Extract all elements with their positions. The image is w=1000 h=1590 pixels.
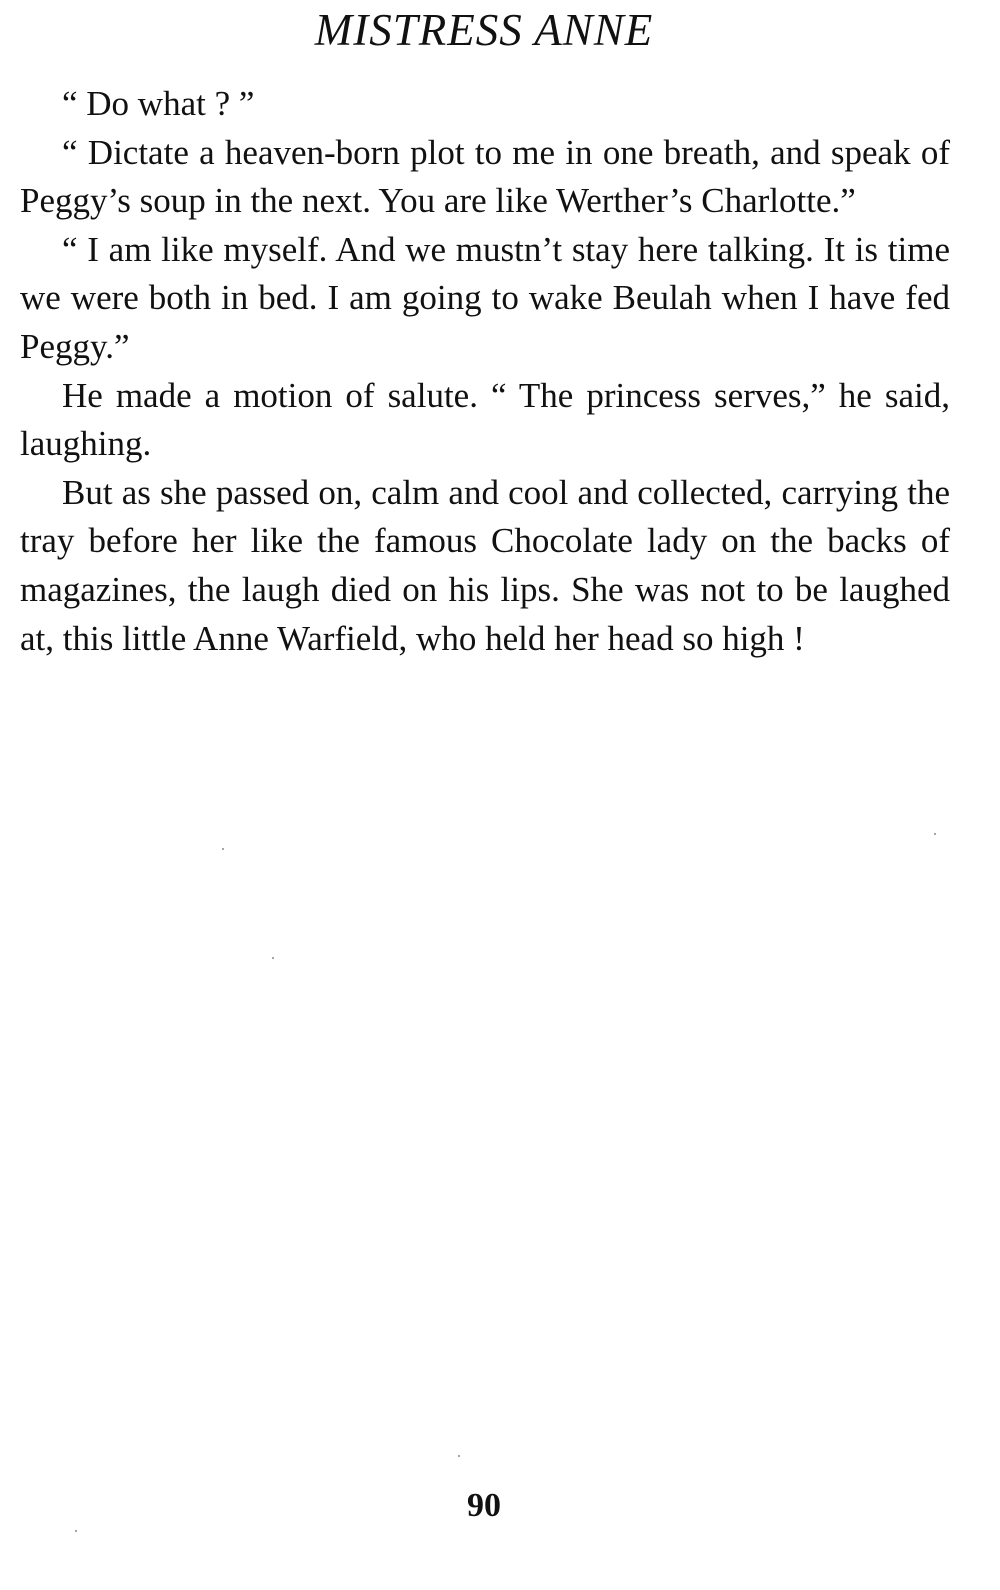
page-number: 90: [467, 1487, 501, 1524]
paragraph: “ Dictate a heaven-born plot to me in one breath, and speak of Peggy’s soup in the next. You are like Werther’s Charlotte.”: [20, 132, 950, 221]
scan-speck: [934, 833, 936, 835]
scan-speck: [272, 957, 274, 959]
paragraph: “ Do what ? ”: [62, 84, 255, 123]
paragraph: He made a motion of salute. “ The princess serves,” he said, laughing.: [20, 375, 950, 464]
paragraph: “ I am like myself. And we mustn’t stay here talking. It is time we were both in bed. I am going to wake Beulah when I have fed Peggy.”: [20, 229, 950, 366]
paragraph: But as she passed on, calm and cool and collected, carrying the tray before her like the famous Chocolate lady on the backs of magazines, the laugh died on his lips. She was not to be laughed at, this little Anne Warfield, who held her head so high !: [20, 472, 950, 658]
scan-speck: [458, 1455, 460, 1457]
scan-speck: [222, 848, 224, 850]
running-title: MISTRESS ANNE: [314, 5, 654, 55]
scan-speck: [75, 1530, 77, 1532]
body-text: [20, 80, 950, 663]
